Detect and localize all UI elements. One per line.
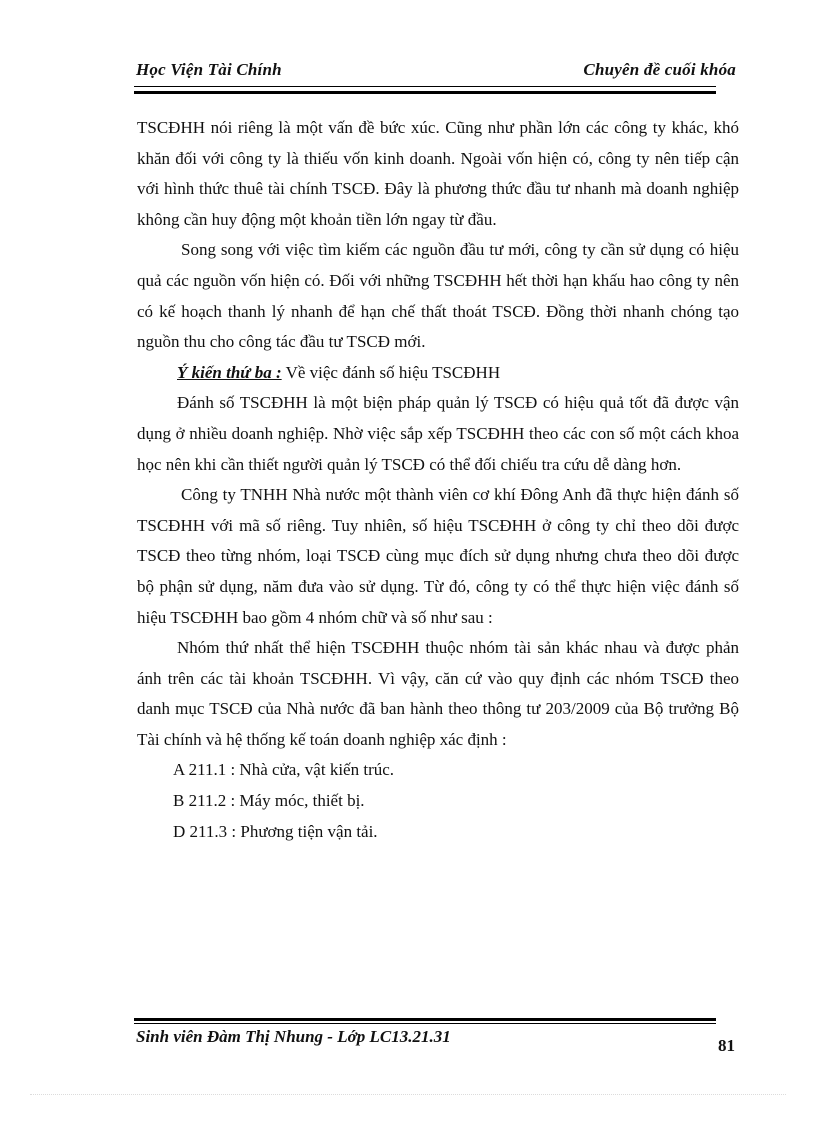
page-body bbox=[137, 113, 739, 847]
document-type: Chuyên đề cuối khóa bbox=[583, 60, 736, 79]
student-info: Sinh viên Đàm Thị Nhung - Lớp LC13.21.31 bbox=[136, 1027, 451, 1046]
paragraph-2: Song song với việc tìm kiếm các nguồn đầu tư mới, công ty cần sử dụng có hiệu quả các nguồn vốn hiện có. Đối với những TSCĐHH hết thời hạn khấu hao công ty nên có kế hoạch thanh lý nhanh để hạn chế thất thoát TSCĐ. Đồng thời nhanh chóng tạo nguồn thu cho công tác đầu tư TSCĐ mới. bbox=[137, 240, 739, 352]
list-item: B 211.2 : Máy móc, thiết bị. bbox=[173, 791, 365, 811]
section-label: Ý kiến thứ ba : bbox=[177, 362, 282, 382]
list-item: D 211.3 : Phương tiện vận tải. bbox=[173, 821, 378, 841]
page-edge-divider bbox=[30, 1094, 786, 1095]
paragraph-5: Công ty TNHH Nhà nước một thành viên cơ khí Đông Anh đã thực hiện đánh số TSCĐHH với mã số riêng. Tuy nhiên, số hiệu TSCĐHH ở công ty chỉ theo dõi được TSCĐ theo từng nhóm, loại TSCĐ cùng mục đích sử dụng nhưng chưa theo dõi được bộ phận sử dụng, năm đưa vào sử dụng. Từ đó, công ty có thể thực hiện việc đánh số hiệu TSCĐHH bao gồm 4 nhóm chữ và số như sau : bbox=[137, 485, 739, 627]
header-rule-thin bbox=[134, 86, 716, 87]
paragraph-6: Nhóm thứ nhất thể hiện TSCĐHH thuộc nhóm tài sản khác nhau và được phản ánh trên các tài khoản TSCĐHH. Vì vậy, căn cứ vào quy định các nhóm TSCĐ theo danh mục TSCĐ của Nhà nước đã ban hành theo thông tư 203/2009 của Bộ trưởng Bộ Tài chính và hệ thống kế toán doanh nghiệp xác định : bbox=[137, 638, 739, 749]
section-title: Về việc đánh số hiệu TSCĐHH bbox=[281, 362, 501, 382]
paragraph-1: TSCĐHH nói riêng là một vấn đề bức xúc. Cũng như phần lớn các công ty khác, khó khăn đối với công ty là thiếu vốn kinh doanh. Ngoài vốn hiện có, công ty nên tiếp cận với hình thức thuê tài chính TSCĐ. Đây là phương thức đầu tư nhanh mà doanh nghiệp không cần huy động một khoản tiền lớn ngay từ đầu. bbox=[137, 118, 739, 229]
page-number: 81 bbox=[718, 1036, 735, 1055]
institution-name: Học Viện Tài Chính bbox=[136, 60, 282, 79]
page-header bbox=[134, 60, 738, 84]
header-rule-thick bbox=[134, 91, 716, 94]
footer-rule-thick bbox=[134, 1018, 716, 1021]
footer-rule-thin bbox=[134, 1023, 716, 1024]
paragraph-3 bbox=[137, 358, 739, 389]
list-item: A 211.1 : Nhà cửa, vật kiến trúc. bbox=[173, 760, 395, 780]
paragraph-4: Đánh số TSCĐHH là một biện pháp quản lý TSCĐ có hiệu quả tốt đã được vận dụng ở nhiều doanh nghiệp. Nhờ việc sắp xếp TSCĐHH theo các con số một cách khoa học nên khi cần thiết người quản lý TSCĐ có thể đối chiếu tra cứu dễ dàng hơn. bbox=[137, 393, 739, 474]
